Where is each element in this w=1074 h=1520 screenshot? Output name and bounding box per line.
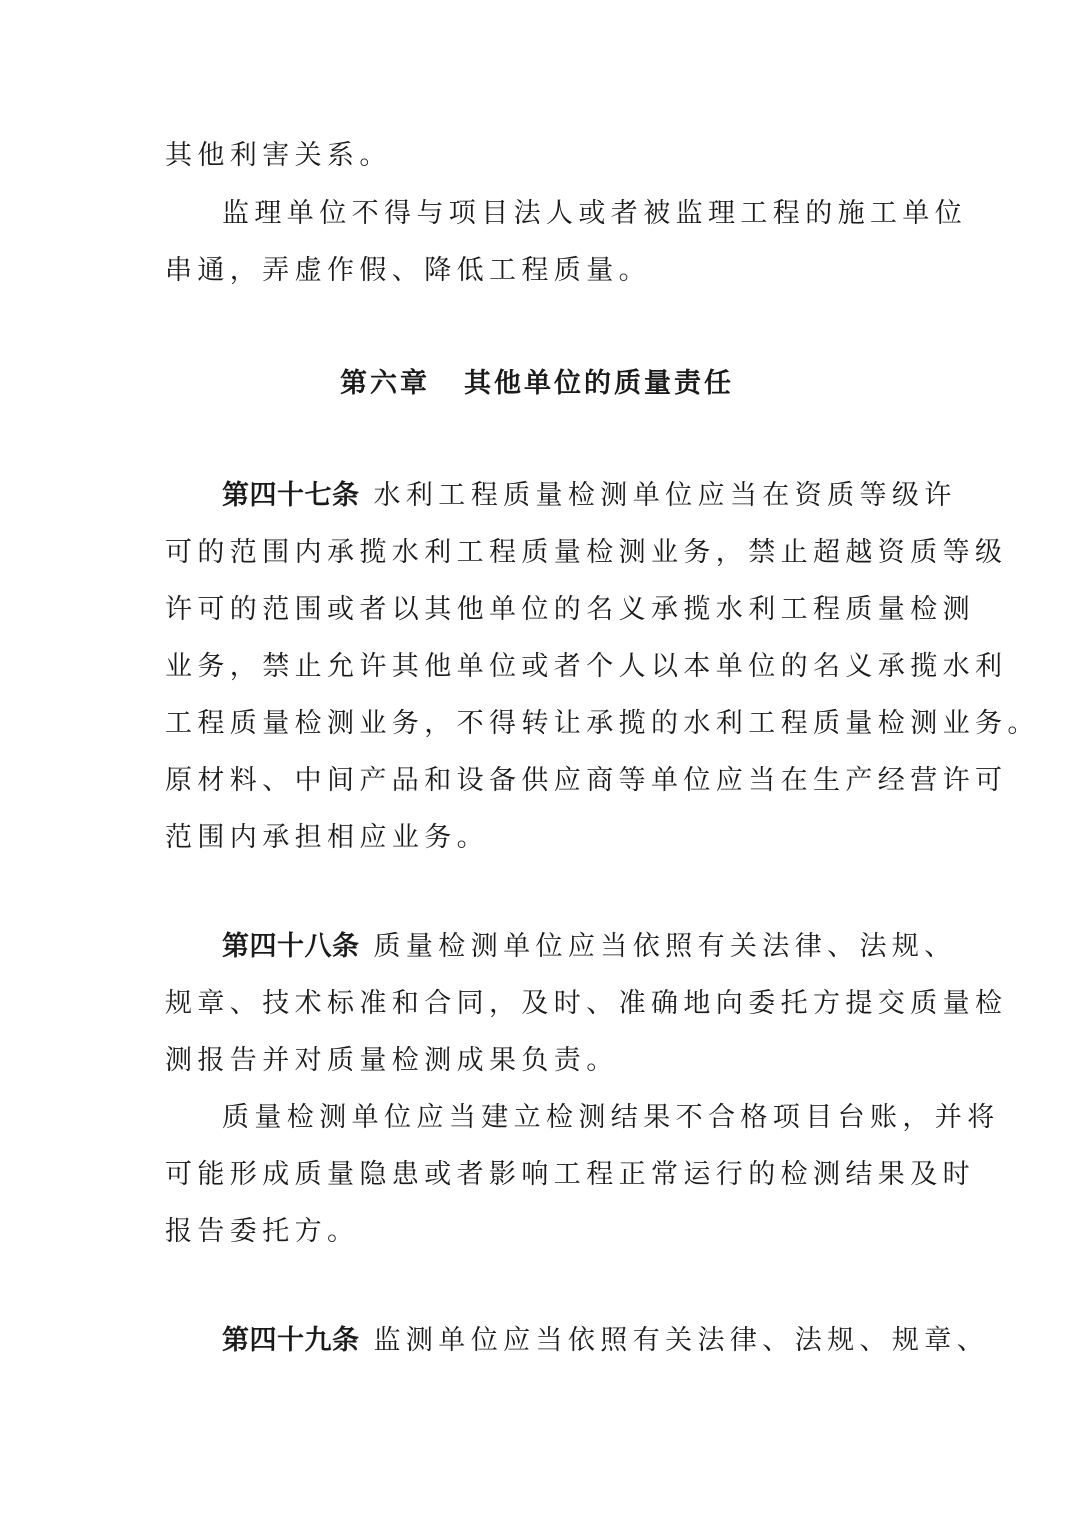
intro-paragraph-2-line-1: 监理单位不得与项目法人或者被监理工程的施工单位: [222, 198, 968, 229]
article-48-line-1: [222, 927, 957, 967]
article-47-text-1: 水利工程质量检测单位应当在资质等级许: [373, 480, 957, 511]
article-48-line-3: 测报告并对质量检测成果负责。: [165, 1045, 619, 1076]
article-49-label: 第四十九条: [222, 1325, 360, 1356]
article-49-text-1: 监测单位应当依照有关法律、法规、规章、: [373, 1325, 990, 1356]
article-47-line-4: 业务，禁止允许其他单位或者个人以本单位的名义承揽水利: [165, 651, 1008, 682]
article-47-line-7: 范围内承担相应业务。: [165, 822, 489, 853]
article-48-text-1: 质量检测单位应当依照有关法律、法规、: [373, 931, 957, 962]
chapter-title: 其他单位的质量责任: [464, 368, 734, 399]
intro-paragraph-2-line-2: 串通，弄虚作假、降低工程质量。: [165, 255, 651, 286]
article-48-label: 第四十八条: [222, 931, 360, 962]
article-47-line-5: 工程质量检测业务，不得转让承揽的水利工程质量检测业务。: [165, 708, 1040, 739]
article-47-label: 第四十七条: [222, 480, 360, 511]
article-48-paragraph-2-line-2: 可能形成质量隐患或者影响工程正常运行的检测结果及时: [165, 1159, 975, 1190]
article-47-line-2: 可的范围内承揽水利工程质量检测业务，禁止超越资质等级: [165, 537, 1008, 568]
article-47-line-3: 许可的范围或者以其他单位的名义承揽水利工程质量检测: [165, 594, 975, 625]
article-47-line-1: [222, 476, 957, 516]
article-48-paragraph-2-line-1: 质量检测单位应当建立检测结果不合格项目台账，并将: [222, 1102, 1000, 1133]
chapter-heading: [0, 362, 1074, 406]
article-48-line-2: 规章、技术标准和合同，及时、准确地向委托方提交质量检: [165, 988, 1008, 1019]
chapter-number: 第六章: [340, 368, 430, 399]
article-47-line-6: 原材料、中间产品和设备供应商等单位应当在生产经营许可: [165, 765, 1008, 796]
article-49-line-1: [222, 1321, 989, 1361]
article-48-paragraph-2-line-3: 报告委托方。: [165, 1216, 360, 1247]
intro-line-1: 其他利害关系。: [165, 140, 392, 171]
